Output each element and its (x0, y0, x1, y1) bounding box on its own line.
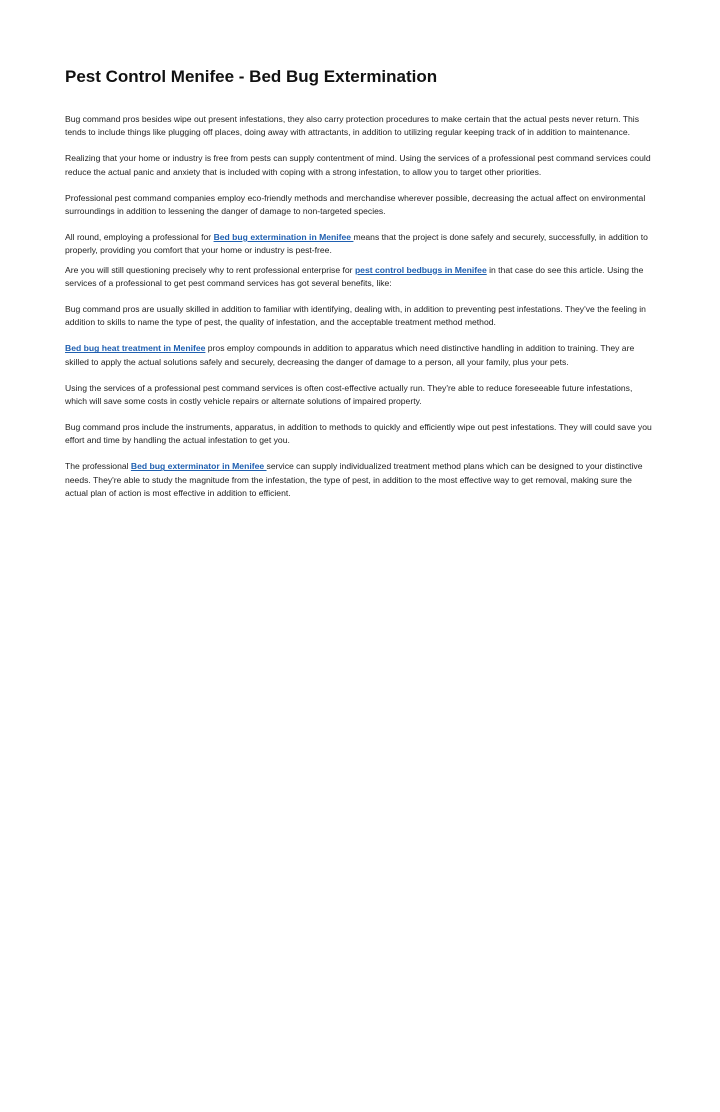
paragraph-text-before: All round, employing a professional for (65, 231, 214, 242)
paragraph-cost-effective (65, 382, 655, 409)
paragraph-skilled (65, 303, 655, 330)
paragraph-questioning (65, 264, 655, 291)
link-bed-bug-extermination[interactable]: Bed bug extermination in Menifee (213, 231, 354, 242)
paragraph-heat-treatment (65, 342, 655, 369)
paragraph-text: Using the services of a professional pest command services is often cost-effective actually run. They're able to reduce foreseeable future infestations, which will save some costs in costly vehicle repairs or alternate solutions of impaired property. (65, 382, 633, 407)
paragraph-text: Bug command pros besides wipe out present infestations, they also carry protection procedures to make certain that the actual pests never return. This tends to include things like plugging off places, doing away with attractants, in addition to utilizing regular keeping track of in addition to maintenance. (65, 114, 640, 138)
paragraph-instruments (65, 421, 655, 448)
paragraph-eco-friendly (65, 192, 655, 219)
paragraph-text-after: pros employ compounds in addition to apparatus which need distinctive handling in addition to training. They are skilled to apply the actual solutions safely and securely, decreasing the danger of damage to a person, all your family, plus your pets. (65, 343, 635, 367)
paragraph-text-after: service can supply individualized treatment method plans which can be designed to your distinctive needs. They're able to study the magnitude from the infestation, the type of pest, in addition to the most effective way to get removal, making sure the actual plan of action is most effective in addition to efficient. (65, 461, 643, 499)
paragraph-text: Realizing that your home or industry is free from pests can supply contentment of mind. Using the services of a professional pest command services could reduce the actual panic and anxiety that is included with coping with a strong infestation, to allow you to target other priorities. (65, 153, 651, 177)
paragraph-text-after: in that case do see this article. Using the services of a professional to get pest command services has got several benefits, like: (65, 264, 644, 289)
paragraph-individualized (65, 460, 655, 500)
paragraph-aftercare (65, 113, 655, 140)
paragraph-peace-of-mind (65, 152, 655, 179)
paragraph-overall (65, 231, 655, 258)
link-bed-bug-exterminator[interactable]: Bed bug exterminator in Menifee (130, 461, 267, 472)
paragraph-text: Professional pest command companies employ eco-friendly methods and merchandise wherever possible, decreasing the actual affect on environmental surroundings in addition to lessening the danger of damage to non-targeted species. (65, 192, 646, 217)
document-page (65, 66, 655, 513)
link-pest-control-bedbugs[interactable]: pest control bedbugs in Menifee (354, 264, 487, 275)
paragraph-text-before: Are you will still questioning precisely why to rent professional enterprise for (65, 264, 355, 275)
paragraph-text-before: The professional (65, 461, 131, 472)
link-bed-bug-heat-treatment[interactable]: Bed bug heat treatment in Menifee (65, 343, 206, 354)
paragraph-text-after: means that the project is done safely and securely, successfully, in addition to properly, providing you comfort that your home or industry is pest-free. (65, 231, 648, 256)
paragraph-text: Bug command pros include the instruments, apparatus, in addition to methods to quickly and efficiently wipe out pest infestations. They will could save you effort and time by handling the actual infestation to get you. (65, 422, 652, 446)
document-title: Pest Control Menifee - Bed Bug Extermination (65, 67, 438, 86)
paragraph-text: Bug command pros are usually skilled in addition to familiar with identifying, dealing with, in addition to preventing pest infestations. They've the feeling in addition to skills to name the type of pest, the quality of infestation, and the acceptable treatment method method. (65, 304, 646, 328)
